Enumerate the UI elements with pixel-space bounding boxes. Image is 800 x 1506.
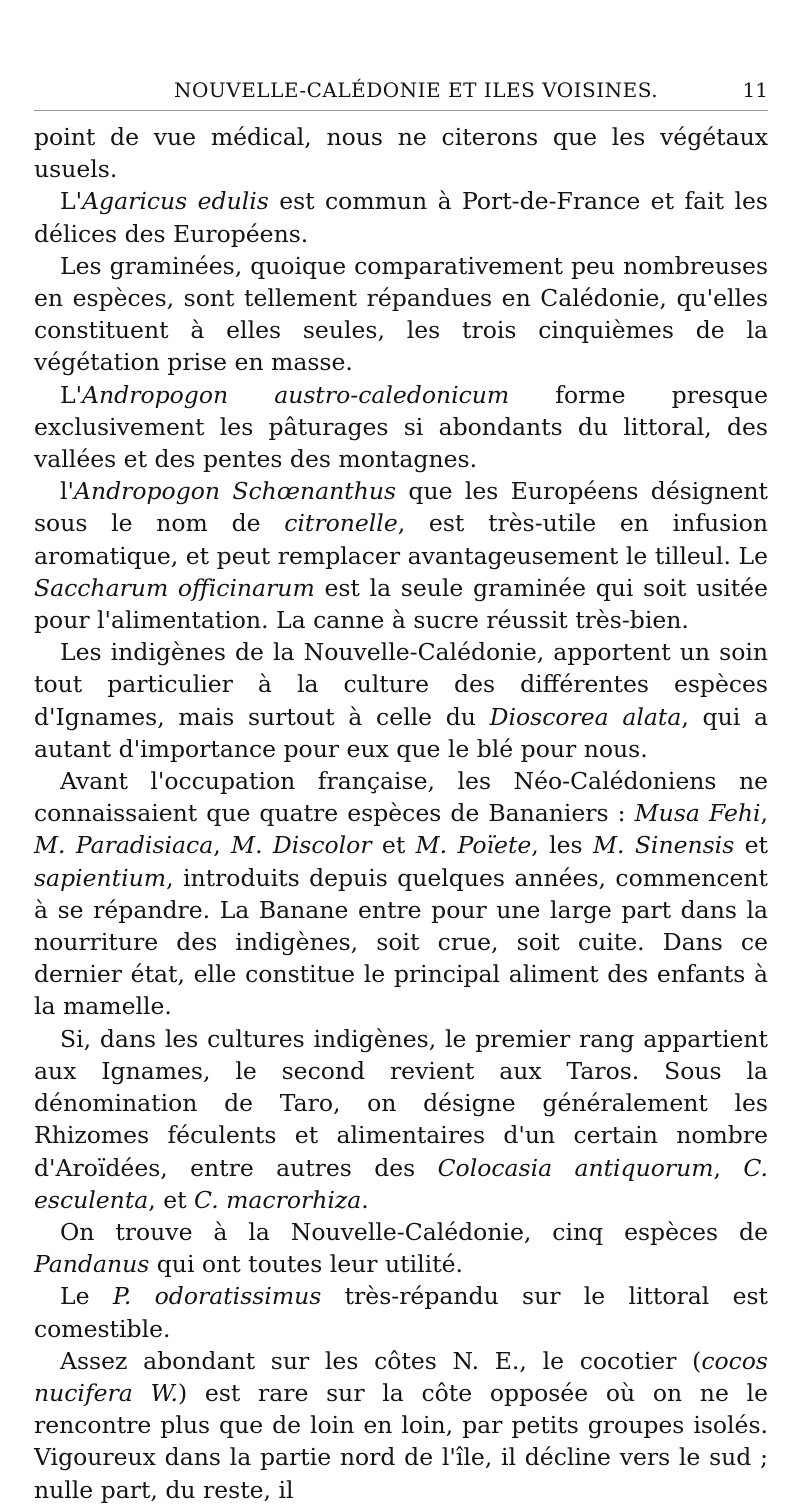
paragraph-text: L'	[60, 187, 83, 216]
paragraph-text: et	[734, 831, 768, 860]
species-name: Agaricus edulis	[82, 187, 269, 216]
species-name: M. Sinensis	[592, 831, 735, 860]
paragraph-text: , les	[531, 831, 593, 860]
species-name: M. Paradisiaca	[34, 831, 214, 860]
paragraph	[34, 250, 768, 379]
species-name: Pandanus	[34, 1250, 150, 1279]
paragraph	[34, 1023, 768, 1216]
species-name: C. macrorhiza	[194, 1185, 362, 1214]
species-name: C. esculenta	[34, 1153, 768, 1214]
paragraph-text: forme presque exclusivement les pâturages si abondants du littoral, des vallées et des pentes des montagnes.	[34, 380, 768, 474]
paragraph-text: ,	[213, 831, 232, 860]
paragraph-text: .	[361, 1185, 369, 1214]
paragraph-text: ,	[760, 799, 769, 828]
paragraph	[34, 1280, 768, 1344]
paragraph-text: et	[371, 831, 416, 860]
paragraph-text: ,	[713, 1153, 744, 1182]
paragraph-text: qui ont toutes leur utilité.	[149, 1250, 463, 1279]
paragraph-text: L'	[60, 380, 83, 409]
book-page	[34, 74, 768, 1506]
paragraph-text: Assez abondant sur les côtes N. E., le cocotier (	[60, 1346, 702, 1375]
paragraph-text: Le	[60, 1282, 113, 1311]
species-name: cocos nucifera W.	[34, 1346, 768, 1407]
page-header	[34, 74, 768, 111]
species-name: Musa Fehi	[634, 799, 761, 828]
species-name: Dioscorea alata	[489, 702, 682, 731]
species-name: Saccharum officinarum	[34, 573, 315, 602]
paragraph-text: , est très-utile en infusion aromatique, et peut remplacer avantageusement le tilleul. Le	[34, 509, 768, 570]
paragraph	[34, 121, 768, 185]
page-number: 11	[742, 78, 768, 102]
paragraph-text: est la seule graminée qui soit usitée pour l'alimentation. La canne à sucre réussit très-bien.	[34, 573, 768, 635]
species-name: Andropogon Schœnanthus	[73, 477, 397, 506]
paragraph-text: , et	[148, 1185, 195, 1214]
paragraph-text: que les Européens désignent sous le nom de	[34, 477, 768, 538]
paragraph	[34, 765, 768, 1023]
species-name: Andropogon austro-caledonicum	[82, 380, 510, 409]
paragraph-text: Les indigènes de la Nouvelle-Calédonie, apportent un soin tout particulier à la culture des différentes espèces d'Ignames, mais surtout à celle du	[34, 638, 768, 731]
paragraph	[34, 379, 768, 476]
body-text	[34, 121, 768, 1506]
species-name: M. Poïete	[415, 831, 532, 860]
paragraph-text: Les graminées, quoique comparativement peu nombreuses en espèces, sont tellement répandues en Calédonie, qu'elles constituent à elles seules, les trois cinquièmes de la végétation prise en masse.	[34, 251, 768, 377]
paragraph-text: , introduits depuis quelques années, commencent à se répandre. La Banane entre pour une large part dans la nourriture des indigènes, soit crue, soit cuite. Dans ce dernier état, elle constitue le principal aliment des enfants à la mamelle.	[34, 863, 768, 1021]
species-name: P. odoratissimus	[112, 1282, 322, 1311]
paragraph-text: l'	[60, 477, 74, 506]
paragraph-text: ) est rare sur la côte opposée où on ne le rencontre plus que de loin en loin, par petits groupes isolés. Vigoureux dans la partie nord de l'île, il décline vers le sud ; nulle part, du reste, il	[34, 1378, 768, 1504]
paragraph	[34, 636, 768, 765]
paragraph-text: Si, dans les cultures indigènes, le premier rang appartient aux Ignames, le second revient aux Taros. Sous la dénomination de Taro, on désigne généralement les Rhizomes féculents et alimentaires d'un certain nombre d'Aroïdées, entre autres des	[34, 1024, 768, 1182]
paragraph-text: , qui a autant d'importance pour eux que le blé pour nous.	[34, 702, 768, 763]
paragraph-text: Avant l'occupation française, les Néo-Calédoniens ne connaissaient que quatre espèces de Bananiers :	[34, 767, 768, 828]
species-name: M. Discolor	[231, 831, 372, 860]
paragraph	[34, 185, 768, 249]
paragraph-text: très-répandu sur le littoral est comestible.	[34, 1282, 768, 1343]
species-name: sapientium	[34, 863, 167, 892]
paragraph	[34, 475, 768, 636]
paragraph-text: est commun à Port-de-France et fait les délices des Européens.	[34, 187, 768, 248]
common-name: citronelle	[284, 509, 398, 538]
species-name: Colocasia antiquorum	[437, 1153, 714, 1182]
paragraph-text: On trouve à la Nouvelle-Calédonie, cinq espèces de	[60, 1217, 768, 1246]
paragraph-text: point de vue médical, nous ne citerons que les végétaux usuels.	[34, 123, 768, 184]
paragraph	[34, 1216, 768, 1280]
running-head: NOUVELLE-CALÉDONIE ET ILES VOISINES.	[174, 78, 659, 102]
paragraph	[34, 1345, 768, 1506]
